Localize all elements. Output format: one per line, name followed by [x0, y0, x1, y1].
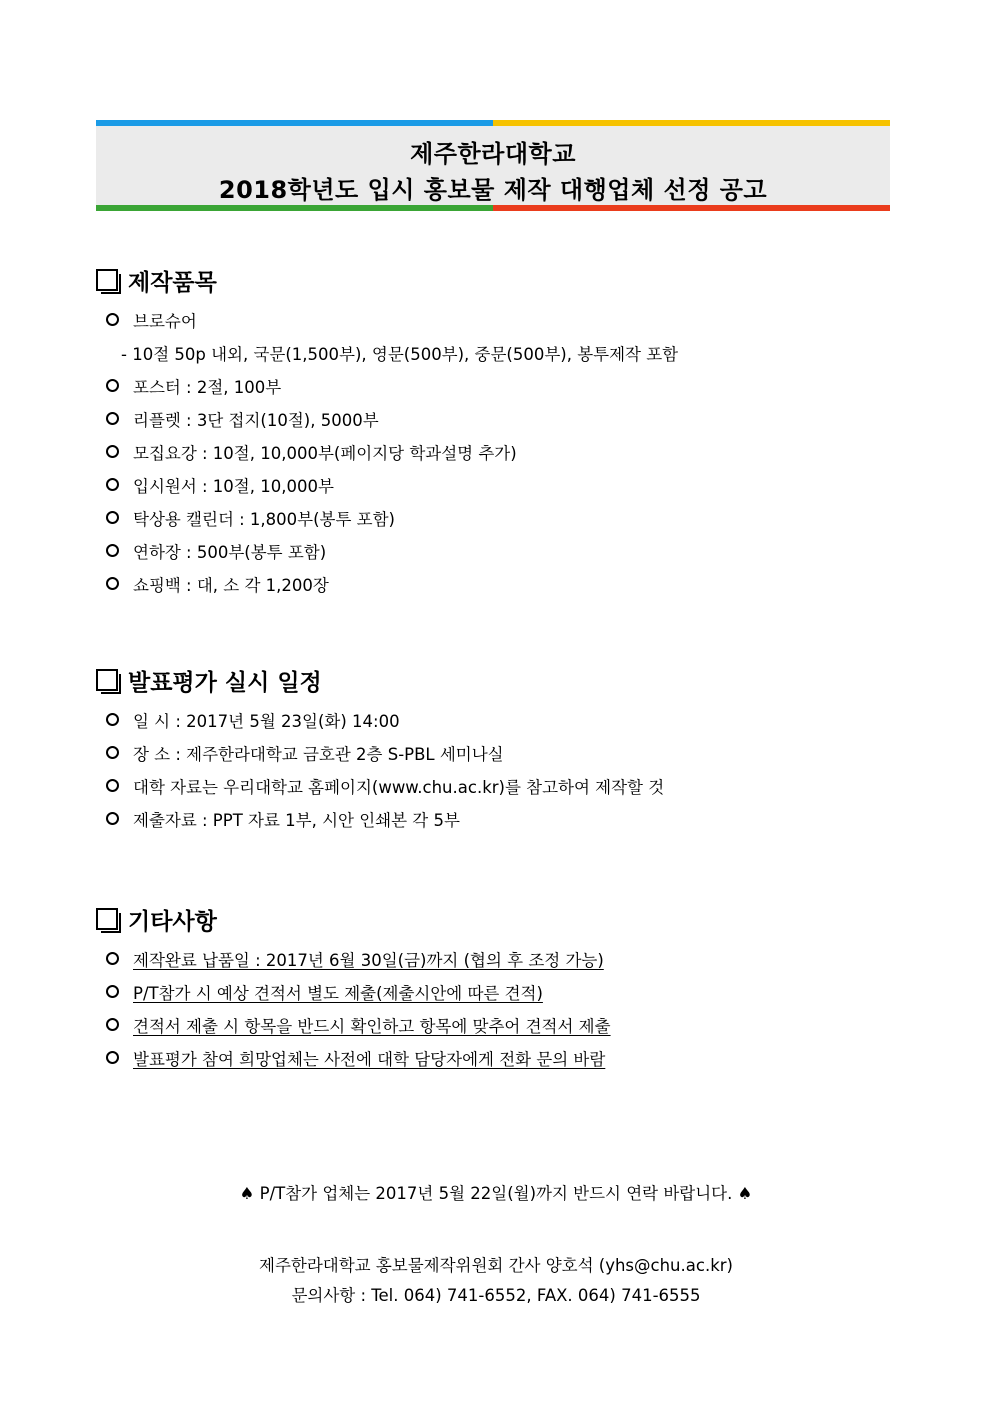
list-item [96, 303, 678, 336]
circle-bullet-icon [106, 713, 119, 726]
banner-bar-blue [96, 120, 493, 126]
banner-title-university: 제주한라대학교 [410, 140, 576, 168]
circle-bullet-icon [106, 577, 119, 590]
list-item-text: 리플렛 : 3단 접지(10절), 5000부 [133, 410, 379, 430]
circle-bullet-icon [106, 445, 119, 458]
sub-list-item-text: - 10절 50p 내외, 국문(1,500부), 영문(500부), 중문(500부), 봉투제작 포함 [121, 344, 679, 364]
list-item-text: 연하장 : 500부(봉투 포함) [133, 542, 327, 562]
list-item [96, 402, 678, 435]
list-item-text: 발표평가 참여 희망업체는 사전에 대학 담당자에게 전화 문의 바람 [133, 1049, 606, 1069]
banner-bar-red [493, 205, 890, 211]
list-item-text: 제작완료 납품일 : 2017년 6월 30일(금)까지 (협의 후 조정 가능) [133, 950, 604, 970]
title-banner [96, 120, 890, 211]
list-item [96, 501, 678, 534]
circle-bullet-icon [106, 779, 119, 792]
section-production-items [96, 265, 678, 600]
banner-title-announcement: 2018학년도 입시 홍보물 제작 대행업체 선정 공고 [218, 176, 768, 204]
section-heading [96, 265, 678, 295]
list-item-text: 탁상용 캘린더 : 1,800부(봉투 포함) [133, 509, 395, 529]
section-presentation-schedule [96, 665, 664, 835]
footer-committee-contact: 제주한라대학교 홍보물제작위원회 간사 양호석 (yhs@chu.ac.kr) [259, 1256, 733, 1275]
list-item [96, 468, 678, 501]
list-item-text: 장 소 : 제주한라대학교 금호관 2층 S-PBL 세미나실 [133, 744, 504, 764]
banner-bar-yellow [493, 120, 890, 126]
circle-bullet-icon [106, 511, 119, 524]
checkbox-square-icon [96, 908, 118, 930]
list-item [96, 736, 664, 769]
list-item [96, 703, 664, 736]
list-item-text: 모집요강 : 10절, 10,000부(페이지당 학과설명 추가) [133, 443, 517, 463]
list-item-text: P/T참가 시 예상 견적서 별도 제출(제출시안에 따른 견적) [133, 983, 543, 1003]
list-item [96, 1008, 611, 1041]
list-item [96, 534, 678, 567]
circle-bullet-icon [106, 985, 119, 998]
list-item-text: 입시원서 : 10절, 10,000부 [133, 476, 334, 496]
checkbox-square-icon [96, 269, 118, 291]
circle-bullet-icon [106, 1018, 119, 1031]
circle-bullet-icon [106, 412, 119, 425]
list-item-text: 제출자료 : PPT 자료 1부, 시안 인쇄본 각 5부 [133, 810, 460, 830]
circle-bullet-icon [106, 478, 119, 491]
section-heading [96, 665, 664, 695]
list-item-text: 일 시 : 2017년 5월 23일(화) 14:00 [133, 711, 400, 731]
list-item [96, 567, 678, 600]
section-heading [96, 904, 611, 934]
list-item-text: 견적서 제출 시 항목을 반드시 확인하고 항목에 맞추어 견적서 제출 [133, 1016, 611, 1036]
list-item-text: 쇼핑백 : 대, 소 각 1,200장 [133, 575, 329, 595]
list-item [96, 802, 664, 835]
circle-bullet-icon [106, 952, 119, 965]
section-title: 제작품목 [128, 269, 217, 296]
list-item-text: 대학 자료는 우리대학교 홈페이지(www.chu.ac.kr)를 참고하여 제작할 것 [133, 777, 665, 797]
checkbox-square-icon [96, 669, 118, 691]
list-item-text: 브로슈어 [133, 311, 197, 331]
list-item-text: 포스터 : 2절, 100부 [133, 377, 282, 397]
list-item [96, 435, 678, 468]
circle-bullet-icon [106, 746, 119, 759]
contact-notice: ♠ P/T참가 업체는 2017년 5월 22일(월)까지 반드시 연락 바랍니다. ♠ [239, 1184, 753, 1203]
section-title: 발표평가 실시 일정 [128, 669, 322, 696]
section-other-notes [96, 904, 611, 1074]
list-item [96, 769, 664, 802]
sub-list-item [96, 336, 678, 369]
list-item [96, 975, 611, 1008]
circle-bullet-icon [106, 1051, 119, 1064]
list-item [96, 1041, 611, 1074]
circle-bullet-icon [106, 544, 119, 557]
list-item [96, 942, 611, 975]
list-item [96, 369, 678, 402]
circle-bullet-icon [106, 379, 119, 392]
footer-inquiry-phone: 문의사항 : Tel. 064) 741-6552, FAX. 064) 741-6555 [291, 1286, 701, 1305]
circle-bullet-icon [106, 313, 119, 326]
circle-bullet-icon [106, 812, 119, 825]
banner-bar-green [96, 205, 493, 211]
section-title: 기타사항 [128, 908, 217, 935]
